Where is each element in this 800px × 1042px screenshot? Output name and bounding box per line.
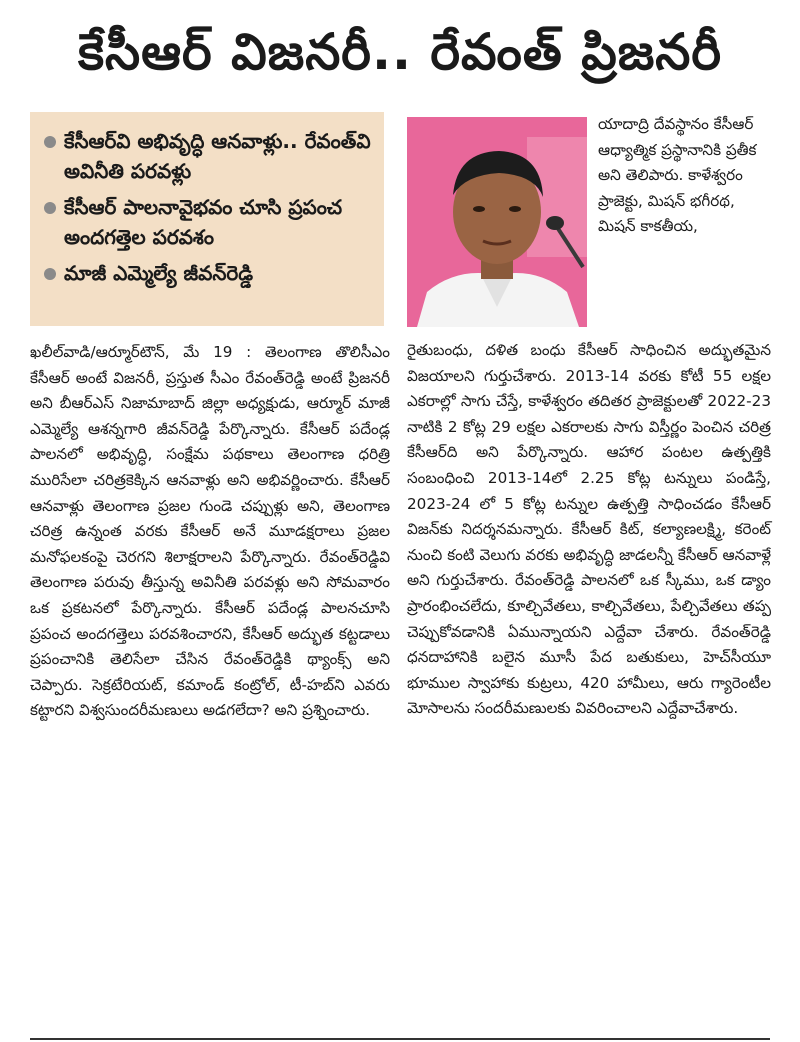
bullet-icon bbox=[44, 202, 56, 214]
article-body-left bbox=[30, 340, 390, 724]
highlight-text: కేసీఆర్‌వి అభివృద్ధి ఆనవాళ్లు.. రేవంత్‌వి అవినీతి పరవళ్లు bbox=[64, 129, 371, 183]
bullet-icon bbox=[44, 136, 56, 148]
highlight-item bbox=[44, 192, 372, 252]
headline: కేసీఆర్ విజనరీ.. రేవంత్ ప్రిజనరీ bbox=[77, 23, 723, 81]
highlight-text: మాజీ ఎమ్మెల్యే జీవన్‌రెడ్డి bbox=[64, 261, 254, 285]
highlights-box bbox=[30, 112, 384, 326]
bottom-rule bbox=[30, 1038, 770, 1040]
article-body-right bbox=[407, 338, 771, 722]
highlight-text: కేసీఆర్ పాలనావైభవం చూసి ప్రపంచ అందగత్తెల పరవశం bbox=[64, 195, 343, 249]
article-paragraph: రైతుబంధు, దళిత బంధు కేసీఆర్ సాధించిన అద్భుతమైన విజయాలని గుర్తుచేశారు. 2013-14 వరకు కోటీ 55 లక్షల ఎకరాల్లో సాగు చేస్తే, కాళేశ్వరం తదితర ప్రాజెక్టులతో 2022-23 నాటికి 2 కోట్ల 29 లక్షల ఎకరాలకు సాగు విస్తీర్ణం పెంచిన చరిత్ర కేసీఆర్‌ది అని పేర్కొన్నారు. ఆహార పంటల ఉత్పత్తికి సంబంధించి 2013-14లో 2.25 కోట్ల టన్నులు పండిస్తే, 2023-24 లో 5 కోట్ల టన్నుల ఉత్పత్తి సాధించడం కేసీఆర్ విజన్‌కు నిదర్శనమన్నారు. కేసీఆర్ కిట్, కల్యాణలక్ష్మి, కరెంట్ నుంచి కంటి వెలుగు వరకు అభివృద్ధి జాడలన్నీ కేసీఆర్ ఆనవాళ్లే అని గుర్తుచేశారు. రేవంత్‌రెడ్డి పాలనలో ఒక స్కీము, ఒక డ్యాం ప్రారంభించలేదు, కూల్చివేతలు, కాల్చివేతలు, పేల్చివేతలు తప్ప చెప్పుకోవడానికి ఏమున్నాయని ఎద్దేవా చేశారు. రేవంత్‌రెడ్డి ధనదాహానికి బలైన మూసీ పేద బతుకులు, హెచ్‌సీయూ భూముల స్వాహాకు కుట్రలు, 420 హామీలు, ఆరు గ్యారెంటీల మోసాలను సందరీమణులకు వివరించాలని ఎద్దేవాచేశారు. bbox=[407, 341, 771, 718]
highlight-item bbox=[44, 126, 372, 186]
portrait-illustration bbox=[407, 117, 587, 327]
photo-side-column: యాదాద్రి దేవస్థానం కేసీఆర్ ఆధ్యాత్మిక ప్రస్థానానికి ప్రతీక అని తెలిపారు. కాళేశ్వరం ప్రాజెక్టు, మిషన్ భగీరథ, మిషన్ కాకతీయ, bbox=[598, 115, 757, 236]
portrait-photo bbox=[407, 117, 587, 327]
bullet-icon bbox=[44, 268, 56, 280]
article-paragraph: ఖలీల్‌వాడి/ఆర్మూర్‌టౌన్, మే 19 : తెలంగాణ తొలిసీఎం కేసీఆర్ అంటే విజనరీ, ప్రస్తుత సీఎం రేవంత్‌రెడ్డి అంటే ప్రిజనరీ అని బీఆర్‌ఎస్ నిజామాబాద్ జిల్లా అధ్యక్షుడు, ఆర్మూర్ మాజీ ఎమ్మెల్యే ఆశన్నగారి జీవన్‌రెడ్డి పేర్కొన్నారు. కేసీఆర్ పదేండ్ల పాలనలో అభివృద్ధి, సంక్షేమ పథకాలు తెలంగాణ ధరిత్రి మురిసేలా చరిత్రకెక్కిన ఆనవాళ్లు అని అభివర్ణించారు. కేసీఆర్ ఆనవాళ్లు తెలంగాణ ప్రజల గుండె చప్పుళ్లు అని, తెలంగాణ చరిత్ర ఉన్నంత వరకు కేసీఆర్ అనే మూడక్షరాలు ప్రజల మనోఫలకంపై చెరగని శిలాక్షరాలని పేర్కొన్నారు. రేవంత్‌రెడ్డివి తెలంగాణ పరువు తీస్తున్న అవినీతి పరవళ్లు అని సోమవారం ఒక ప్రకటనలో పేర్కొన్నారు. కేసీఆర్ పదేండ్ల పాలనచూసి ప్రపంచ అందగత్తెలు పరవశించారని, కేసీఆర్ అద్భుత కట్టడాలు ప్రపంచానికి తెలిసేలా చేసిన రేవంత్‌రెడ్డికి థ్యాంక్స్ అని చెప్పారు. సెక్రటేరియట్, కమాండ్ కంట్రోల్, టీ-హబ్‌ని ఎవరు కట్టారని విశ్వసుందరీమణులు అడగలేదా? అని ప్రశ్నించారు. bbox=[30, 343, 390, 720]
highlight-item bbox=[44, 258, 372, 288]
